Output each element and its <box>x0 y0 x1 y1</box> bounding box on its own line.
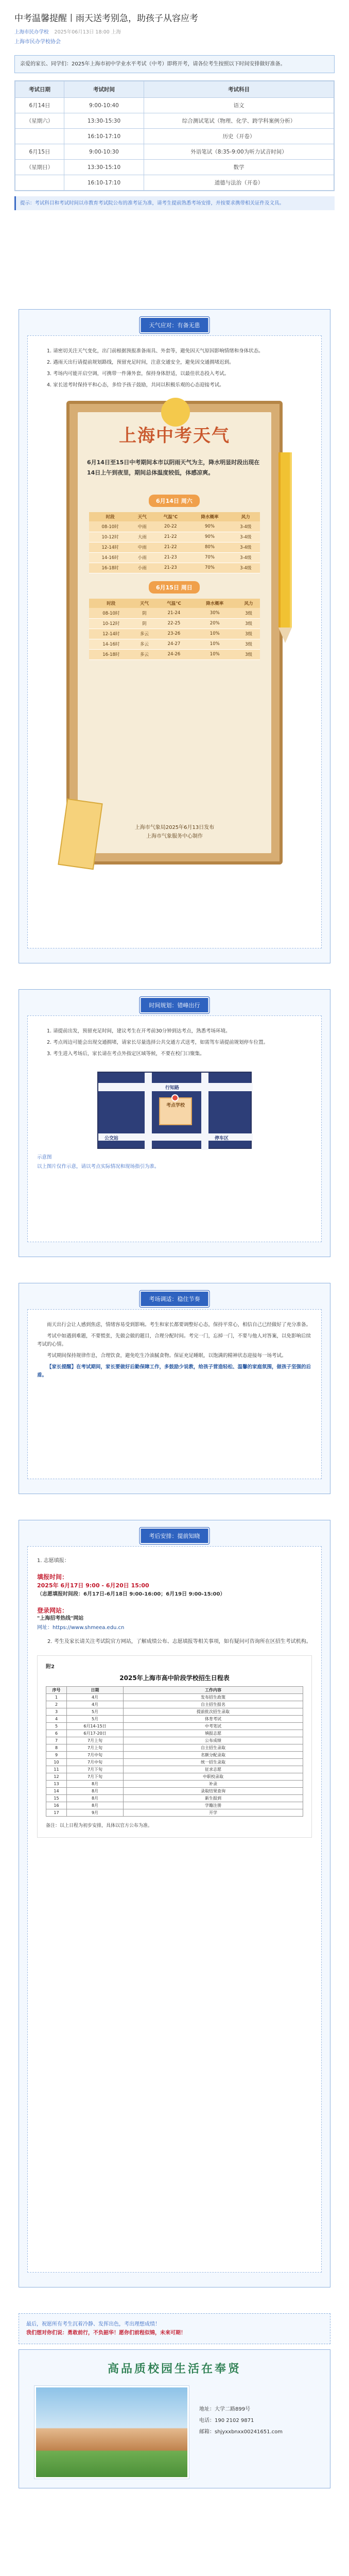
next-section <box>19 1520 330 2287</box>
td: 阴 <box>133 608 156 618</box>
board-desc: 6月14日至15日中考期间本市以阴雨天气为主，降水明显时段出现在14日上午到夜里，期间总体温度较低，体感凉爽。 <box>87 459 260 476</box>
reg-time: 2025年 6月17日 9:00 - 6月20日 15:00 <box>37 1582 149 1589</box>
ad-email: 邮箱：shjyxxbnxx00241651.com <box>199 2429 283 2435</box>
td: 提前批次招生录取 <box>124 1708 303 1716</box>
table-footnote: 备注：以上日程为初步安排，具体以官方公布为准。 <box>46 1823 153 1828</box>
map-label: 公交站 <box>104 1136 119 1141</box>
schedule-header: 考试科目 <box>144 81 334 98</box>
td: 8 <box>46 1744 67 1752</box>
td: 8月 <box>67 1788 124 1795</box>
td: 3 <box>46 1708 67 1716</box>
td: 13 <box>46 1781 67 1788</box>
td: 8月 <box>67 1795 124 1802</box>
login-title: 登录网站： <box>37 1607 68 1614</box>
td: 中雨 <box>131 542 153 552</box>
schedule-cell: 6月14日 <box>15 98 64 113</box>
td: 自主招生报名 <box>124 1701 303 1708</box>
td: 21-22 <box>153 532 188 542</box>
schedule-table <box>14 80 335 191</box>
td: 3级 <box>237 629 260 639</box>
td: 5 <box>46 1723 67 1730</box>
td: 6 <box>46 1730 67 1737</box>
td: 90% <box>188 521 231 532</box>
schedule-cell: 9:00-10:40 <box>64 98 144 113</box>
weather-board <box>66 401 283 865</box>
td: 3-4级 <box>232 542 260 552</box>
td: 中职校录取 <box>124 1773 303 1781</box>
td: 填报志愿 <box>124 1730 303 1737</box>
schedule-cell: （星期六） <box>15 113 64 129</box>
td: 16-18时 <box>89 649 133 659</box>
td: 8月 <box>67 1802 124 1809</box>
schedule-note: 提示：考试科目和考试时间以市教育考试院公布的准考证为准，请考生提前熟悉考场安排，并按要求携带相关证件及文具。 <box>14 196 335 210</box>
td: 15 <box>46 1795 67 1802</box>
td: 10 <box>46 1759 67 1766</box>
td: 多云 <box>133 629 156 639</box>
td: 90% <box>188 532 231 542</box>
schedule-cell: 16:10-17:10 <box>64 175 144 191</box>
td: 22-25 <box>155 618 192 629</box>
td: 8月 <box>67 1781 124 1788</box>
day2-label: 6月15日 周日 <box>149 581 200 594</box>
td: 7 <box>46 1737 67 1744</box>
school-block: 考点学校 <box>159 1097 192 1125</box>
weather-tip: 1. 请密切关注天气变化，出门前根据预报准备雨具、外套等，避免因天气原因影响情绪和身体状态。 <box>47 348 264 354</box>
td: 12-14时 <box>89 629 133 639</box>
site-name: "上海招考热线"网站 <box>37 1616 84 1621</box>
td: 4 <box>46 1716 67 1723</box>
th: 气温°C <box>153 512 188 521</box>
board-footer-line: 上海市气象局2025年6月13日发布 <box>134 825 215 831</box>
td: 自主招生录取 <box>124 1744 303 1752</box>
td: 14 <box>46 1788 67 1795</box>
schedule-header: 考试时间 <box>64 81 144 98</box>
td: 3-4级 <box>232 563 260 573</box>
map-note: 以上图片仅作示意，请以考点实际情况和现场指引为准。 <box>37 1164 160 1170</box>
weather-tip: 4. 家长送考时保持平和心态，多给予孩子鼓励，共同以积极乐观的心态迎接考试。 <box>47 382 224 388</box>
closing-line: 最后，祝愿所有考生沉着冷静、发挥出色，考出理想成绩！ <box>26 2321 160 2327</box>
td: 10-12时 <box>89 618 133 629</box>
td: 9月 <box>67 1809 124 1817</box>
schedule-cell: 外语笔试（8:35-9:00为听力试音时间） <box>144 144 334 160</box>
schedule-cell: 6月15日 <box>15 144 64 160</box>
next-intro: 1. 志愿填报： <box>37 1558 69 1564</box>
th: 风力 <box>232 512 260 521</box>
mind-para: 【家长提醒】在考试期间，家长要做好后勤保障工作，多鼓励少说教，给孩子营造轻松、温馨的家庭氛围，做孩子坚强的后盾。 <box>37 1364 311 1378</box>
td: 11 <box>46 1766 67 1773</box>
td: 30% <box>192 608 237 618</box>
section-title: 考场调适：稳住节奏 <box>140 1291 210 1307</box>
map-label: 停车区 <box>215 1136 229 1141</box>
closing-line: 我们想对你们说：勇敢前行，不负韶华！愿你们前程似锦，未来可期！ <box>26 2330 186 2336</box>
ad-phone: 电话：190 2102 9871 <box>199 2418 254 2424</box>
th: 风力 <box>237 599 260 608</box>
td: 7月中旬 <box>67 1759 124 1766</box>
td: 12-14时 <box>89 542 131 552</box>
td: 24-27 <box>155 639 192 649</box>
td: 70% <box>188 552 231 563</box>
td: 80% <box>188 542 231 552</box>
td: 3级 <box>237 639 260 649</box>
schedule-cell: 数学 <box>144 160 334 175</box>
td: 3级 <box>237 649 260 659</box>
intro-box: 亲爱的家长、同学们：2025年上海市初中学业水平考试（中考）即将开考，请各位考生按照以下时间安排做好准备。 <box>14 55 335 73</box>
mind-section <box>19 1283 330 1494</box>
td: 10% <box>192 629 237 639</box>
time-section <box>19 989 330 1257</box>
td: 大雨 <box>131 532 153 542</box>
td: 5月 <box>67 1716 124 1723</box>
td: 公布成绩 <box>124 1737 303 1744</box>
mind-para: 考试期间保持规律作息，合理饮食，避免吃生冷油腻食物。保证充足睡眠，以饱满的精神状态迎接每一场考试。 <box>47 1353 287 1359</box>
td: 发布招生政策 <box>124 1694 303 1701</box>
td: 中雨 <box>131 521 153 532</box>
td: 2 <box>46 1701 67 1708</box>
td: 08-10时 <box>89 608 133 618</box>
article-title: 中考温馨提醒丨雨天送考别急，助孩子从容应考 <box>14 13 198 24</box>
enroll-table-title: 2025年上海市高中阶段学校招生日程表 <box>119 1674 230 1682</box>
td: 70% <box>188 563 231 573</box>
ad-info <box>199 2404 283 2438</box>
publish-time: 2025年06月13日 18:00 上海 <box>54 29 121 35</box>
td: 12 <box>46 1773 67 1781</box>
ad-address: 地址：大学二路899号 <box>199 2406 251 2412</box>
td: 3级 <box>237 618 260 629</box>
enroll-table <box>46 1686 303 1817</box>
td: 14-16时 <box>89 552 131 563</box>
map-label: 行知路 <box>165 1086 180 1091</box>
td: 1 <box>46 1694 67 1701</box>
next-note: 2. 考生及家长请关注考试院官方网站，了解成绩公布、志愿填报等相关事项，如有疑问可咨询所在区招生考试机构。 <box>47 1639 311 1645</box>
attachment-label: 附2 <box>46 1664 55 1670</box>
account-link[interactable]: 上海市民办学校 <box>14 29 49 35</box>
weather-section <box>19 309 330 963</box>
pencil-decoration <box>278 452 292 628</box>
td: 多云 <box>133 649 156 659</box>
schedule-cell: 9:00-10:30 <box>64 144 144 160</box>
td: 9 <box>46 1752 67 1759</box>
td: 20-22 <box>153 521 188 532</box>
td: 新生报到 <box>124 1795 303 1802</box>
mind-para: 雨天出行会让人感到焦虑，情绪容易受到影响。考生和家长都要调整好心态，保持平常心，相信自己已经做好了充分准备。 <box>47 1322 311 1328</box>
th: 降水概率 <box>188 512 231 521</box>
time-tip: 2. 考点周边可能会出现交通拥堵，请家长尽量选择公共交通方式送考，如需驾车请提前规划停车位置。 <box>47 1040 269 1045</box>
schedule-cell: 语文 <box>144 98 334 113</box>
td: 21-24 <box>155 608 192 618</box>
reg-detail: （志愿填报时间段：6月17日-6月18日 9:00-16:00；6月19日 9:00-15:00） <box>37 1591 225 1597</box>
schedule-cell <box>15 175 64 191</box>
th: 时段 <box>89 599 133 608</box>
td: 开学 <box>124 1809 303 1817</box>
mind-para: 考试中如遇到难题，不要慌张，先做会做的题目，合理分配时间。考完一门，忘掉一门，不要与他人对答案，以免影响后续考试的心情。 <box>37 1333 311 1347</box>
author-line[interactable]: 上海市民办学校协会 <box>14 39 61 45</box>
th: 日期 <box>67 1687 124 1694</box>
td: 3级 <box>237 608 260 618</box>
td: 录取结果查询 <box>124 1788 303 1795</box>
schedule-cell: 历史（开卷） <box>144 129 334 144</box>
td: 名额分配录取 <box>124 1752 303 1759</box>
td: 16-18时 <box>89 563 131 573</box>
td: 7月中旬 <box>67 1752 124 1759</box>
campus-photo <box>34 2386 189 2479</box>
td: 3-4级 <box>232 521 260 532</box>
day1-table <box>89 512 260 573</box>
weather-tip: 2. 遇雨天出行请提前规划路线，预留充足时间，注意交通安全，避免因交通拥堵迟到。 <box>47 360 234 365</box>
closing-box <box>19 2313 330 2344</box>
schedule-cell: 综合测试笔试（物理、化学、跨学科案例分析） <box>144 113 334 129</box>
td: 体育考试 <box>124 1716 303 1723</box>
time-tip: 3. 考生进入考场后，家长请在考点外指定区域等候，不要在校门口聚集。 <box>47 1051 205 1057</box>
reg-title: 填报时间： <box>37 1573 68 1581</box>
board-title: 上海中考天气 <box>119 426 230 446</box>
closing-block <box>19 2313 330 2488</box>
schedule-cell: （星期日） <box>15 160 64 175</box>
board-footer-line: 上海市气象服务中心制作 <box>146 834 203 839</box>
td: 7月下旬 <box>67 1773 124 1781</box>
map-caption: 示意图 <box>37 1155 52 1160</box>
td: 补录 <box>124 1781 303 1788</box>
th: 天气 <box>133 599 156 608</box>
section-title: 天气应对：有备无患 <box>140 317 210 333</box>
td: 中考笔试 <box>124 1723 303 1730</box>
td: 征求志愿 <box>124 1766 303 1773</box>
td: 6月17-20日 <box>67 1730 124 1737</box>
th: 降水概率 <box>192 599 237 608</box>
td: 阴 <box>133 618 156 629</box>
site-url-link[interactable]: 网址：https://www.shmeea.edu.cn <box>37 1625 125 1631</box>
location-pin-icon <box>171 1094 179 1101</box>
school-ad <box>19 2349 330 2488</box>
section-title: 考后安排：提前知晓 <box>140 1528 210 1544</box>
td: 小雨 <box>131 563 153 573</box>
schedule-cell: 13:30-15:30 <box>64 113 144 129</box>
day2-table <box>89 599 260 660</box>
td: 10% <box>192 639 237 649</box>
td: 4月 <box>67 1701 124 1708</box>
td: 10% <box>192 649 237 659</box>
th: 工作内容 <box>124 1687 303 1694</box>
article-meta <box>14 28 335 35</box>
td: 7月上旬 <box>67 1744 124 1752</box>
th: 天气 <box>131 512 153 521</box>
td: 24-26 <box>155 649 192 659</box>
day1-label: 6月14日 周六 <box>149 495 200 507</box>
schedule-cell: 16:10-17:10 <box>64 129 144 144</box>
td: 多云 <box>133 639 156 649</box>
td: 7月上旬 <box>67 1737 124 1744</box>
td: 统一招生录取 <box>124 1759 303 1766</box>
td: 10-12时 <box>89 532 131 542</box>
td: 7月下旬 <box>67 1766 124 1773</box>
section-title: 时间规划：错峰出行 <box>140 997 210 1013</box>
td: 16 <box>46 1802 67 1809</box>
td: 6月14-15日 <box>67 1723 124 1730</box>
th: 气温°C <box>155 599 192 608</box>
td: 21-23 <box>153 552 188 563</box>
route-map <box>97 1072 252 1149</box>
td: 3-4级 <box>232 532 260 542</box>
td: 3-4级 <box>232 552 260 563</box>
td: 5月 <box>67 1708 124 1716</box>
td: 14-16时 <box>89 639 133 649</box>
td: 17 <box>46 1809 67 1817</box>
th: 序号 <box>46 1687 67 1694</box>
td: 学籍注册 <box>124 1802 303 1809</box>
td: 4月 <box>67 1694 124 1701</box>
td: 21-23 <box>153 563 188 573</box>
schedule-cell: 13:30-15:10 <box>64 160 144 175</box>
schedule-cell <box>15 129 64 144</box>
weather-tip: 3. 考场内可能开启空调，可携带一件薄外套，保持身体舒适，以最佳状态投入考试。 <box>47 371 230 377</box>
schedule-cell: 道德与法治（开卷） <box>144 175 334 191</box>
th: 时段 <box>89 512 131 521</box>
schedule-header: 考试日期 <box>15 81 64 98</box>
td: 小雨 <box>131 552 153 563</box>
ad-title: 高品质校园生活在奉贤 <box>107 2362 241 2376</box>
time-tip: 1. 请提前出发，预留充足时间，建议考生在开考前30分钟到达考点，熟悉考场环境。 <box>47 1028 231 1034</box>
td: 23-26 <box>155 629 192 639</box>
td: 20% <box>192 618 237 629</box>
td: 21-22 <box>153 542 188 552</box>
td: 08-10时 <box>89 521 131 532</box>
